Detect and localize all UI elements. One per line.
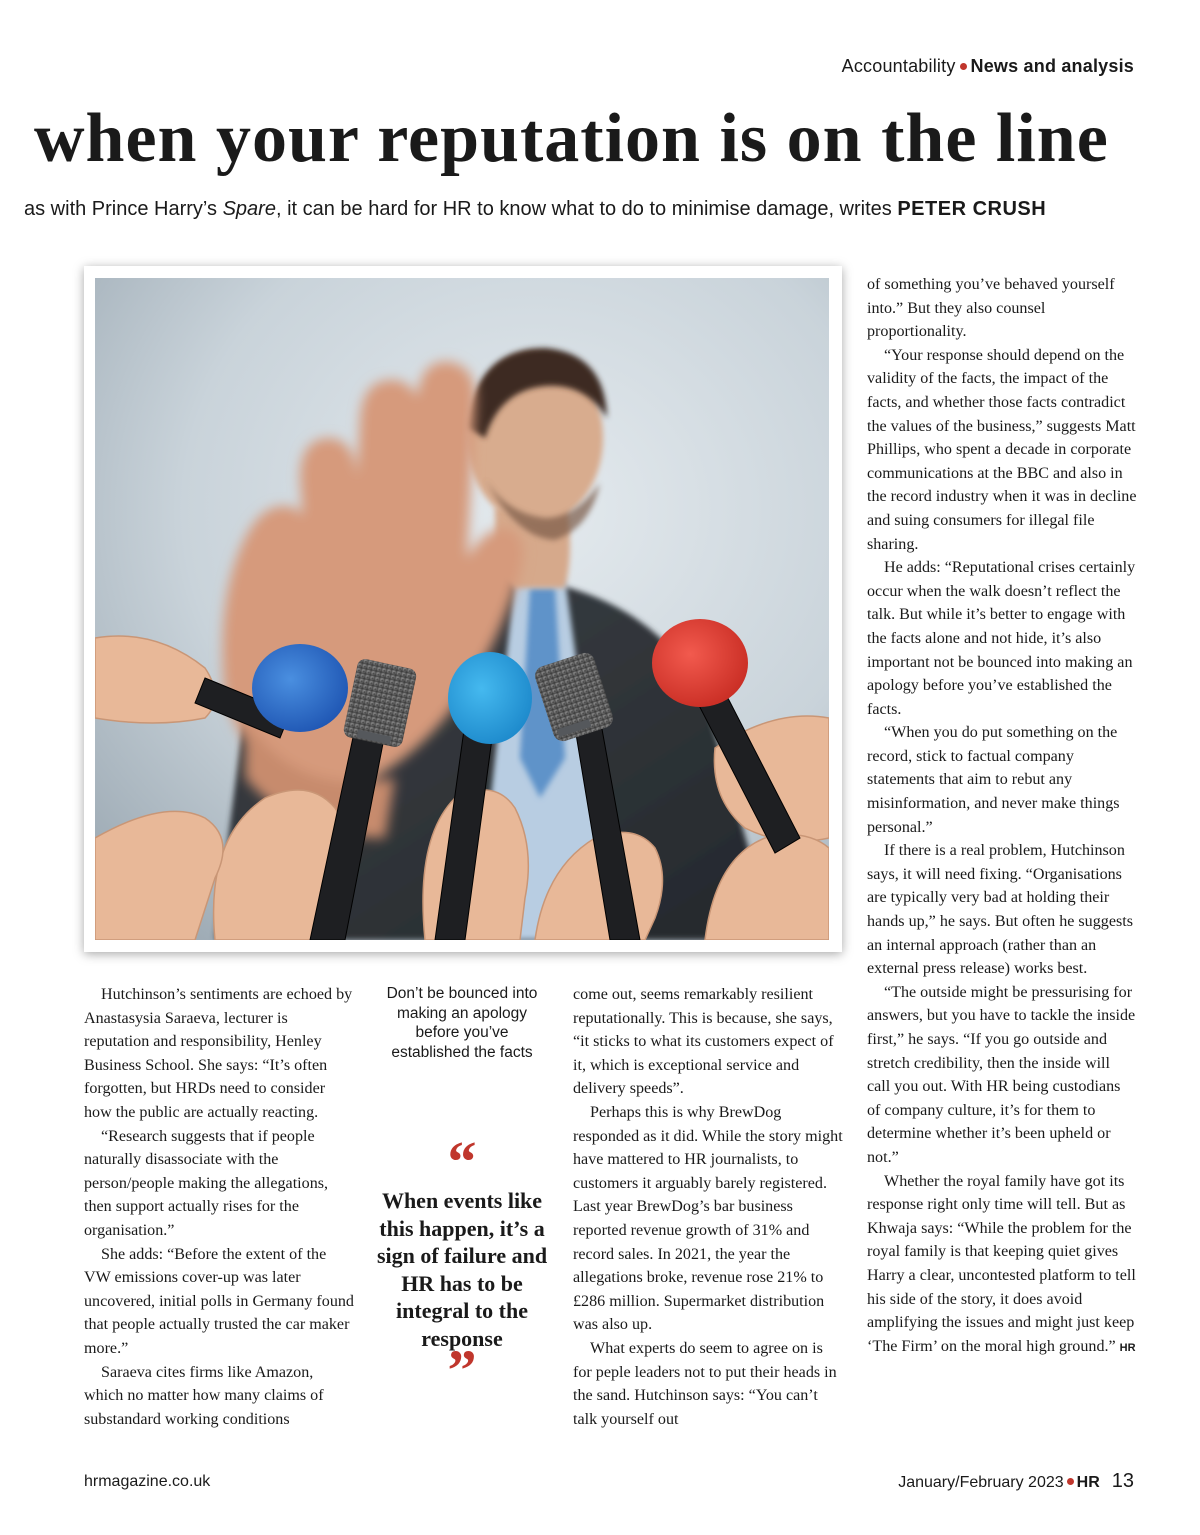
- body-paragraph: If there is a real problem, Hutchinson says, it will need fixing. “Organisations are typically very bad at holding their hands up,” he says. But often he suggests an internal approach (rather than an external press release) works best.: [867, 842, 1133, 978]
- running-head: [842, 56, 1134, 77]
- body-paragraph: come out, seems remarkably resilient reputationally. This is because, she says, “it sticks to what its customers expect of it, which is exceptional service and delivery speeds”.: [573, 986, 834, 1098]
- body-paragraph: Perhaps this is why BrewDog responded as it did. While the story might have mattered to HR journalists, to customers it arguably barely registered. Last year BrewDog’s bar business reported revenue growth of 31% and record sales. In 2021, the year the allegations broke, revenue rose 21% to £286 million. Supermarket distribution was also up.: [573, 1103, 843, 1334]
- page-number: 13: [1111, 1470, 1134, 1492]
- section-label: Accountability: [841, 56, 956, 76]
- category-label: News and analysis: [970, 56, 1134, 76]
- bullet-dot-icon: [1067, 1478, 1074, 1485]
- body-paragraph: What experts do seem to agree on is for peple leaders not to put their heads in the sand. Hutchinson says: “You can’t talk yourself out: [573, 1339, 837, 1428]
- body-paragraph: “Research suggests that if people naturally disassociate with the person/people making the allegations, then support actually rises for the organisation.”: [84, 1127, 329, 1239]
- closing-text: Whether the royal family have got its response right only time will tell. But as Khwaja says: “While the problem for the royal family is that keeping quiet gives Harry a clear, uncontested platform to tell his side of the story, it does avoid amplifying the issues and might just keep ‘The Firm’ on the moral high ground.”: [867, 1172, 1136, 1355]
- open-quote-icon: “: [447, 1129, 477, 1194]
- standfirst: [24, 198, 1184, 221]
- magazine-name: HR: [1076, 1474, 1100, 1491]
- book-title: Spare: [222, 198, 276, 220]
- press-microphones-photo: [95, 278, 829, 940]
- body-column-right: [867, 273, 1137, 1360]
- footer-website: hrmagazine.co.uk: [84, 1473, 211, 1490]
- pull-quote-text: When events like this happen, it’s a sign of failure and HR has to be integral to the response: [376, 1188, 548, 1351]
- issue-date: January/February 2023: [898, 1474, 1064, 1491]
- photo-caption: Don’t be bounced into making an apology before you’ve established the facts: [386, 985, 538, 1061]
- photo-frame: [84, 266, 842, 952]
- body-paragraph: “The outside might be pressurising for answers, but you have to tackle the inside first,” he says. “If you go outside and stretch credibility, then the inside will call you out. With HR being custodians of company culture, it’s for them to determine whether it’s been upheld or not.”: [867, 983, 1136, 1166]
- body-paragraph: “When you do put something on the record, stick to factual company statements that aim to rebut any misinformation, and never make things personal.”: [867, 724, 1120, 836]
- headline: when your reputation is on the line: [34, 100, 1109, 177]
- body-paragraph-last: [867, 1170, 1137, 1361]
- close-quote-icon: ”: [447, 1338, 477, 1403]
- pull-quote: [374, 1129, 550, 1403]
- body-paragraph: of something you’ve behaved yourself into.” But they also counsel proportionality.: [867, 276, 1115, 341]
- footer-issue: [898, 1470, 1134, 1493]
- author-byline: PETER CRUSH: [897, 198, 1047, 220]
- bullet-dot-icon: [960, 63, 967, 70]
- standfirst-pre: as with Prince Harry’s: [24, 198, 223, 220]
- body-paragraph: Hutchinson’s sentiments are echoed by Anastasysia Saraeva, lecturer is reputation and responsibility, Henley Business School. She says: “It’s often forgotten, but HRDs need to consider how the public are actually reacting.: [84, 986, 353, 1121]
- body-column-middle: [573, 983, 845, 1431]
- body-paragraph: Saraeva cites firms like Amazon, which no matter how many claims of substandard working conditions: [84, 1363, 324, 1428]
- body-paragraph: “Your response should depend on the validity of the facts, the impact of the facts, and whether those facts contradict the values of the business,” suggests Matt Phillips, who spent a decade in corporate communications at the BBC and also in the record industry when it was in decline and suing consumers for illegal file sharing.: [867, 346, 1137, 553]
- end-mark: HR: [1119, 1341, 1136, 1354]
- standfirst-post: , it can be hard for HR to know what to do to minimise damage, writes: [275, 198, 898, 220]
- body-paragraph: He adds: “Reputational crises certainly occur when the walk doesn’t reflect the talk. But while it’s better to engage with the facts alone and not hide, it’s also important not be bounced into making an apology before you’ve established the facts.: [867, 559, 1136, 718]
- body-column-left: [84, 983, 356, 1431]
- body-paragraph: She adds: “Before the extent of the VW emissions cover-up was later uncovered, initial polls in Germany found that people actually trusted the car maker more.”: [84, 1245, 354, 1357]
